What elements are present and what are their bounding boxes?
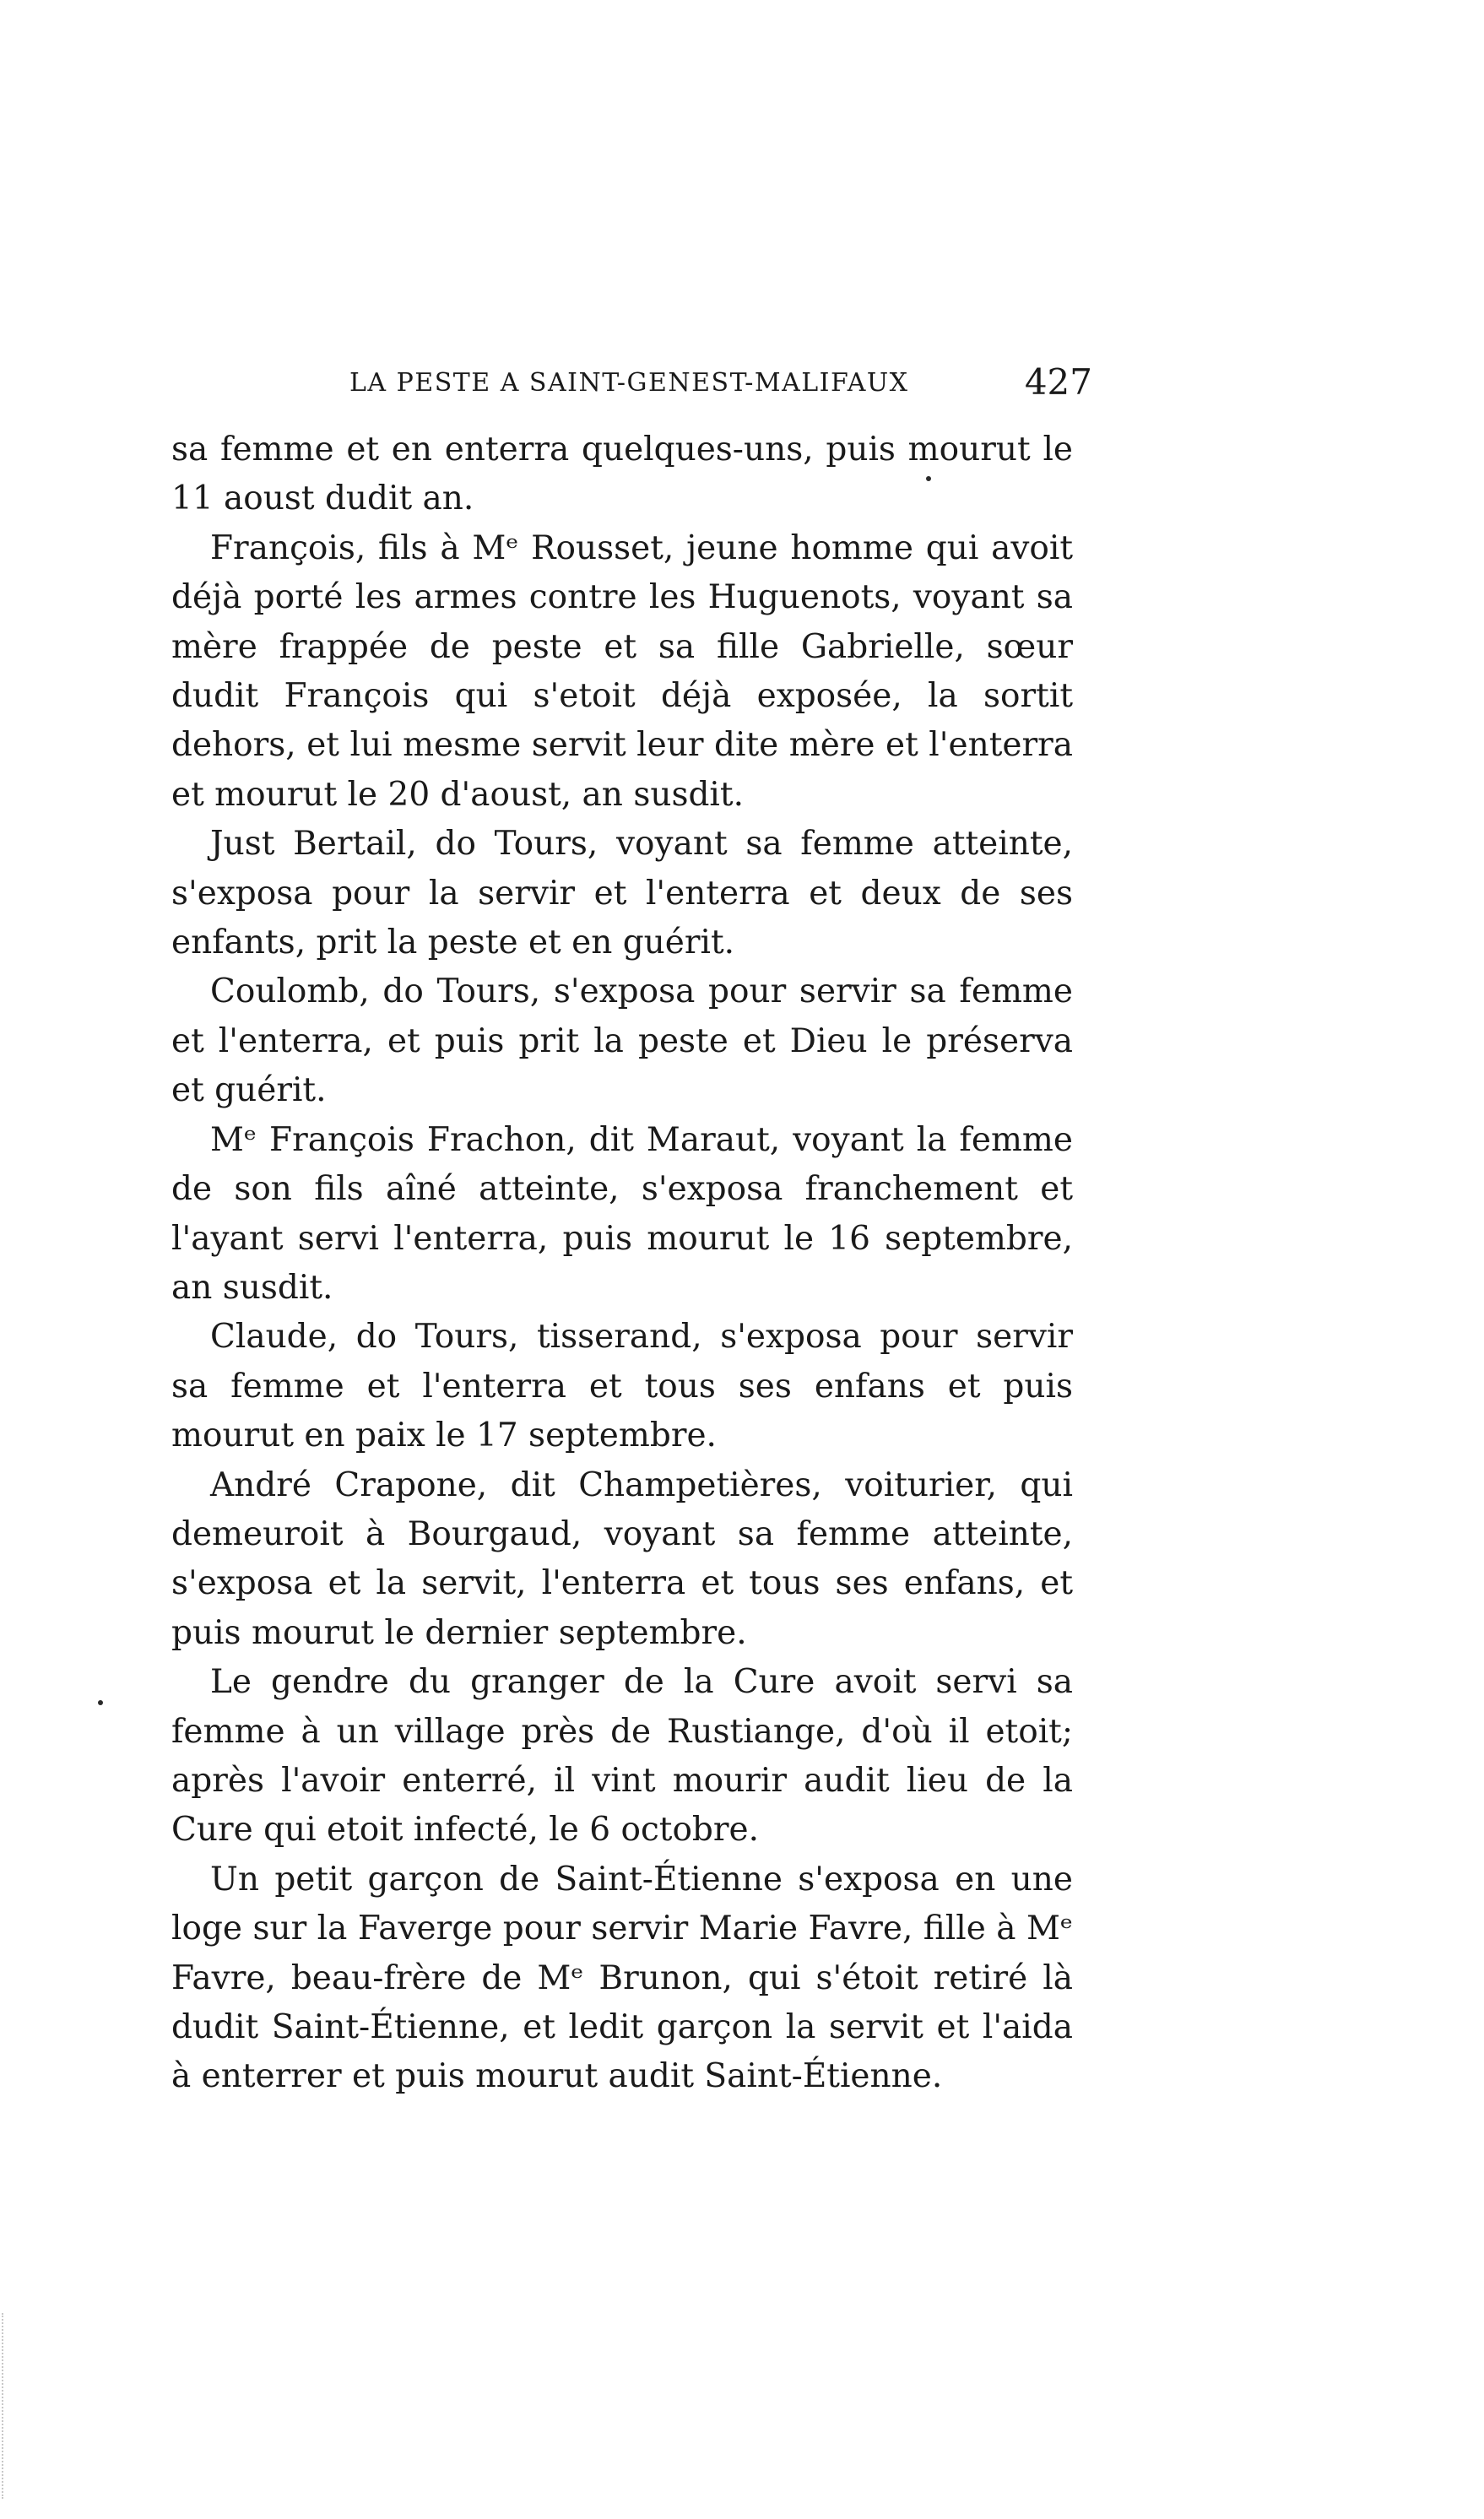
paragraph-coulomb: Coulomb, do Tours, s'exposa pour servir sa femme et l'enterra, et puis prit la peste et Dieu le préserva et guérit. <box>171 972 1073 1110</box>
paragraph-just-bertail: Just Bertail, do Tours, voyant sa femme atteinte, s'exposa pour la servir et l'enterra et deux de ses enfants, prit la peste et en guérit. <box>171 825 1073 962</box>
paragraph-continuation: sa femme et en enterra quelques-uns, puis mourut le 11 aoust dudit an. <box>171 431 1073 518</box>
paragraph-claude: Claude, do Tours, tisserand, s'exposa pour servir sa femme et l'enterra et tous ses enfans et puis mourut en paix le 17 septembre. <box>171 1318 1073 1455</box>
paragraph-gendre-granger: Le gendre du granger de la Cure avoit servi sa femme à un village près de Rustiange, d'où il etoit; après l'avoir enterré, il vint mourir audit lieu de la Cure qui etoit infecté, le 6 octobre. <box>171 1663 1073 1850</box>
paragraph-francois-frachon: Mᵉ François Frachon, dit Maraut, voyant la femme de son fils aîné atteinte, s'exposa franchement et l'ayant servi l'enterra, puis mourut le 16 septembre, an susdit. <box>171 1120 1073 1307</box>
paragraph-andre-crapone: André Crapone, dit Champetières, voiturier, qui demeuroit à Bourgaud, voyant sa femme atteinte, s'exposa et la servit, l'enterra et tous ses enfans, et puis mourut le dernier septembre. <box>171 1465 1073 1652</box>
body-text <box>171 425 1073 2102</box>
paragraph-petit-garcon: Un petit garçon de Saint-Étienne s'exposa en une loge sur la Faverge pour servir Marie Favre, fille à Mᵉ Favre, beau-frère de Mᵉ Brunon, qui s'étoit retiré là dudit Saint-Étienne, et ledit garçon la servit et l'aida à enterrer et puis mourut audit Saint-Étienne. <box>171 1860 1073 2096</box>
ink-speck <box>926 476 931 481</box>
ink-speck <box>98 1700 103 1705</box>
page-header <box>349 361 1092 412</box>
page-number: 427 <box>1024 361 1092 403</box>
binding-edge <box>2 2313 5 2499</box>
paragraph-francois-rousset: François, fils à Mᵉ Rousset, jeune homme qui avoit déjà porté les armes contre les Huguenots, voyant sa mère frappée de peste et sa fille Gabrielle, sœur dudit François qui s'etoit déjà exposée, la sortit dehors, et lui mesme servit leur dite mère et l'enterra et mourut le 20 d'aoust, an susdit. <box>171 528 1073 814</box>
running-title: LA PESTE A SAINT-GENEST-MALIFAUX <box>349 368 909 398</box>
